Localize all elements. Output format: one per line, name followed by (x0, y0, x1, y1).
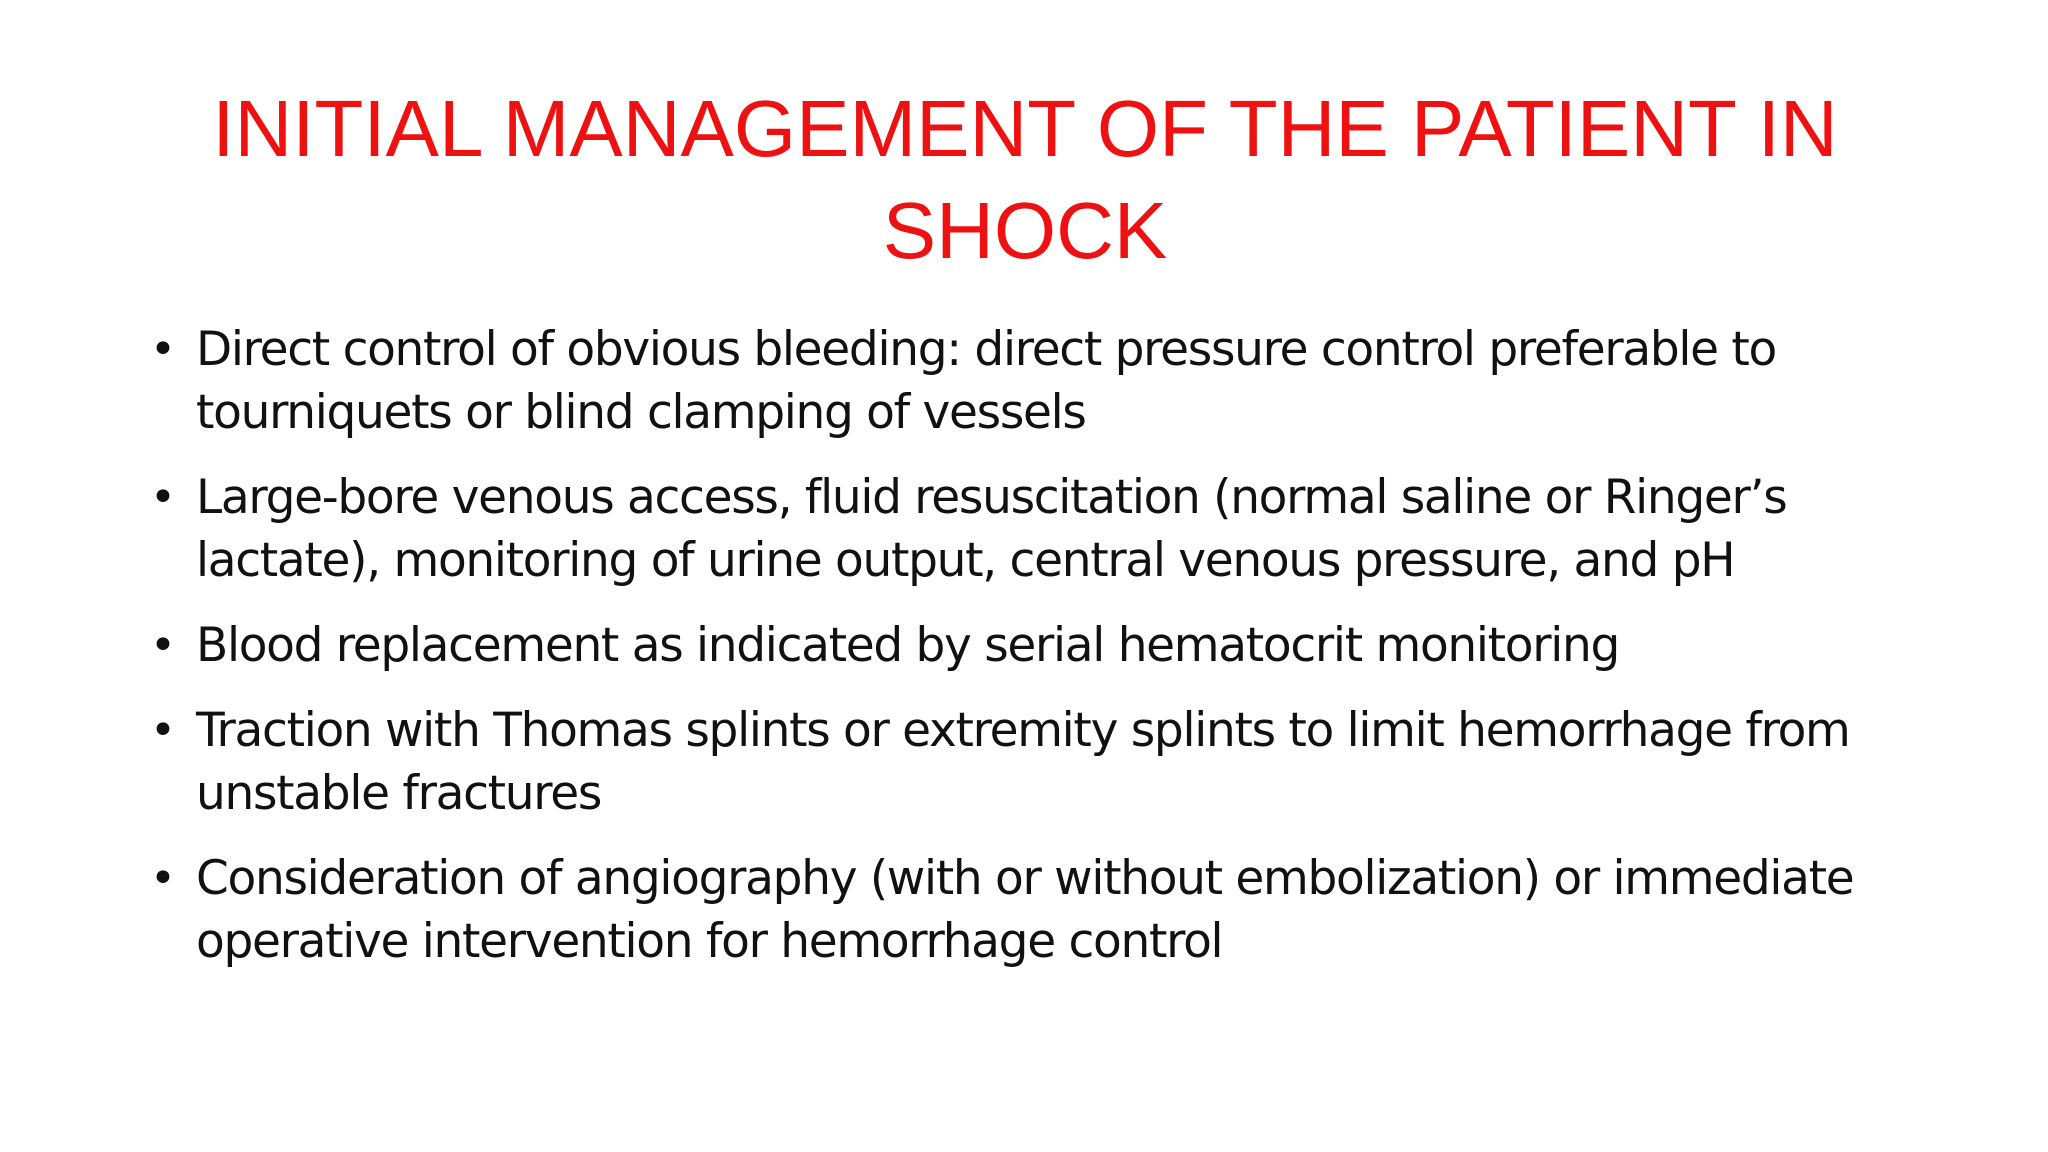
bullet-dot-icon: • (150, 853, 175, 904)
bullet-dot-icon: • (150, 324, 175, 375)
bullet-dot-icon: • (150, 472, 175, 523)
bullet-item-4 (150, 699, 1910, 825)
bullet-text: Traction with Thomas splints or extremity splints to limit hemorrhage from unstable fractures (196, 703, 1850, 821)
bullet-text: Direct control of obvious bleeding: direct pressure control preferable to tourniquets or blind clamping of vessels (196, 322, 1776, 440)
bullet-text: Large-bore venous access, fluid resuscitation (normal saline or Ringer’s lactate), monitoring of urine output, central venous pressure, and pH (196, 470, 1787, 588)
slide-title: INITIAL MANAGEMENT OF THE PATIENT IN SHOCK (212, 84, 1838, 275)
bullet-dot-icon: • (150, 620, 175, 671)
bullet-item-3 (150, 614, 1910, 677)
bullet-item-2 (150, 466, 1910, 592)
bullet-item-1 (150, 318, 1910, 444)
bullet-list (150, 318, 1910, 995)
bullet-dot-icon: • (150, 705, 175, 756)
bullet-text: Consideration of angiography (with or without embolization) or immediate operative intervention for hemorrhage control (196, 851, 1854, 969)
bullet-text: Blood replacement as indicated by serial hematocrit monitoring (196, 618, 1620, 673)
bullet-item-5 (150, 847, 1910, 973)
